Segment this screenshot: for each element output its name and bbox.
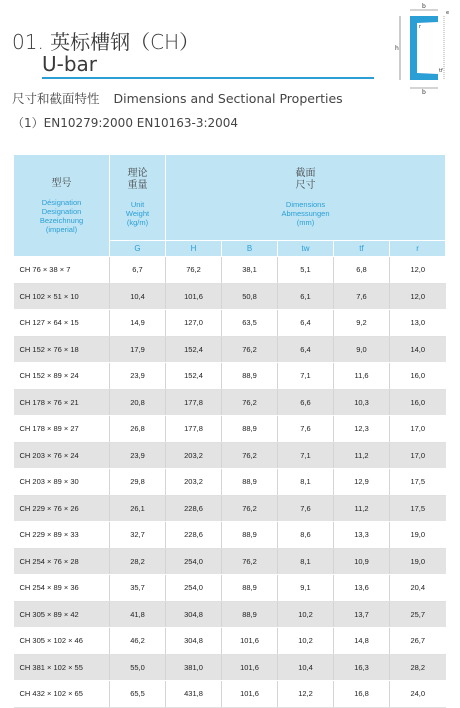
- cell-tw: 10,2: [278, 628, 334, 655]
- cell-r: 17,5: [390, 469, 446, 496]
- cell-tf: 11,2: [334, 442, 390, 469]
- cell-weight: 41,8: [110, 601, 166, 628]
- table-row: [14, 389, 446, 416]
- symbol-h: H: [166, 241, 222, 257]
- cell-h: 101,6: [166, 283, 222, 310]
- cell-r: 19,0: [390, 548, 446, 575]
- cell-tf: 9,2: [334, 310, 390, 337]
- cell-h: 304,8: [166, 628, 222, 655]
- cell-h: 152,4: [166, 336, 222, 363]
- cell-designation: CH 152 × 89 × 24: [14, 363, 110, 390]
- cell-tw: 6,6: [278, 389, 334, 416]
- cell-tf: 6,8: [334, 257, 390, 284]
- table-row: [14, 601, 446, 628]
- table-row: [14, 654, 446, 681]
- cell-r: 13,0: [390, 310, 446, 337]
- cell-b: 76,2: [222, 548, 278, 575]
- cell-b: 88,9: [222, 416, 278, 443]
- title-underline: [42, 77, 374, 79]
- dimensions-header: [166, 155, 446, 241]
- table-row: [14, 363, 446, 390]
- table-row: [14, 575, 446, 602]
- cell-h: 177,8: [166, 416, 222, 443]
- cell-tf: 14,8: [334, 628, 390, 655]
- cell-r: 26,7: [390, 628, 446, 655]
- cell-h: 304,8: [166, 601, 222, 628]
- dimensions-header-en1: Dimensions: [285, 200, 326, 209]
- cell-weight: 17,9: [110, 336, 166, 363]
- cell-tw: 9,1: [278, 575, 334, 602]
- table-row: [14, 442, 446, 469]
- cell-designation: CH 229 × 76 × 26: [14, 495, 110, 522]
- cell-tf: 7,6: [334, 283, 390, 310]
- cell-r: 20,4: [390, 575, 446, 602]
- cell-r: 12,0: [390, 257, 446, 284]
- cell-b: 76,2: [222, 336, 278, 363]
- table-row: [14, 628, 446, 655]
- cell-weight: 29,8: [110, 469, 166, 496]
- cell-r: 19,0: [390, 522, 446, 549]
- cell-b: 76,2: [222, 442, 278, 469]
- cell-h: 203,2: [166, 469, 222, 496]
- weight-header-unit: (kg/m): [126, 218, 149, 227]
- cell-b: 101,6: [222, 654, 278, 681]
- dim-label-e: e: [446, 10, 450, 16]
- table-row: [14, 283, 446, 310]
- cell-r: 17,5: [390, 495, 446, 522]
- cell-tw: 8,1: [278, 548, 334, 575]
- weight-header: [110, 155, 166, 241]
- symbol-g: G: [110, 241, 166, 257]
- cell-tw: 6,1: [278, 283, 334, 310]
- cell-designation: CH 305 × 102 × 46: [14, 628, 110, 655]
- cell-weight: 14,9: [110, 310, 166, 337]
- cell-weight: 46,2: [110, 628, 166, 655]
- table-row: [14, 548, 446, 575]
- designation-header-note: (imperial): [45, 224, 78, 234]
- cell-b: 76,2: [222, 495, 278, 522]
- cell-tf: 13,6: [334, 575, 390, 602]
- cell-tw: 6,4: [278, 336, 334, 363]
- cell-h: 177,8: [166, 389, 222, 416]
- cell-designation: CH 178 × 76 × 21: [14, 389, 110, 416]
- channel-section-diagram: [386, 2, 456, 94]
- cell-designation: CH 178 × 89 × 27: [14, 416, 110, 443]
- cell-weight: 20,8: [110, 389, 166, 416]
- cell-r: 14,0: [390, 336, 446, 363]
- weight-header-cn2: 重量: [127, 180, 148, 191]
- cell-b: 76,2: [222, 389, 278, 416]
- cell-tf: 13,3: [334, 522, 390, 549]
- cell-tw: 5,1: [278, 257, 334, 284]
- cell-tf: 11,2: [334, 495, 390, 522]
- cell-designation: CH 381 × 102 × 55: [14, 654, 110, 681]
- cell-designation: CH 102 × 51 × 10: [14, 283, 110, 310]
- cell-tw: 10,2: [278, 601, 334, 628]
- cell-designation: CH 203 × 89 × 30: [14, 469, 110, 496]
- dim-label-r: r: [419, 24, 422, 30]
- cell-r: 16,0: [390, 389, 446, 416]
- cell-h: 76,2: [166, 257, 222, 284]
- cell-h: 431,8: [166, 681, 222, 708]
- page-subtitle: U-bar: [42, 52, 98, 76]
- cell-tw: 7,1: [278, 442, 334, 469]
- symbol-tw: tw: [278, 241, 334, 257]
- cell-designation: CH 76 × 38 × 7: [14, 257, 110, 284]
- cell-tf: 11,6: [334, 363, 390, 390]
- cell-r: 28,2: [390, 654, 446, 681]
- cell-h: 228,6: [166, 522, 222, 549]
- dim-label-b: b: [422, 3, 426, 10]
- cell-b: 101,6: [222, 681, 278, 708]
- cell-tw: 8,6: [278, 522, 334, 549]
- cell-tf: 9,0: [334, 336, 390, 363]
- cell-tf: 13,7: [334, 601, 390, 628]
- symbol-b: B: [222, 241, 278, 257]
- cell-h: 152,4: [166, 363, 222, 390]
- cell-r: 24,0: [390, 681, 446, 708]
- cell-b: 88,9: [222, 469, 278, 496]
- cell-tf: 16,3: [334, 654, 390, 681]
- table-row: [14, 310, 446, 337]
- cell-b: 38,1: [222, 257, 278, 284]
- cell-weight: 23,9: [110, 363, 166, 390]
- weight-header-en1: Unit: [130, 200, 145, 209]
- cell-tf: 10,9: [334, 548, 390, 575]
- designation-header-cn: 型号: [51, 177, 72, 189]
- table-row: [14, 681, 446, 708]
- table-row: [14, 257, 446, 284]
- cell-b: 88,9: [222, 363, 278, 390]
- cell-designation: CH 432 × 102 × 65: [14, 681, 110, 708]
- cell-r: 12,0: [390, 283, 446, 310]
- cell-weight: 26,1: [110, 495, 166, 522]
- cell-tf: 12,3: [334, 416, 390, 443]
- cell-weight: 10,4: [110, 283, 166, 310]
- table-body: [14, 257, 446, 708]
- section-title-cn: 尺寸和截面特性: [12, 91, 100, 106]
- cell-tw: 6,4: [278, 310, 334, 337]
- table-row: [14, 469, 446, 496]
- dim-label-bottom: b: [422, 89, 426, 94]
- dimensions-table: [13, 154, 446, 708]
- cell-b: 88,9: [222, 575, 278, 602]
- designation-header-en: Designation: [41, 206, 82, 216]
- designation-header-fr: Désignation: [41, 197, 82, 207]
- cell-tf: 10,3: [334, 389, 390, 416]
- standard-reference: （1）EN10279:2000 EN10163-3:2004: [12, 116, 239, 130]
- cell-tf: 12,9: [334, 469, 390, 496]
- cell-tw: 7,1: [278, 363, 334, 390]
- cell-weight: 26,8: [110, 416, 166, 443]
- cell-r: 25,7: [390, 601, 446, 628]
- cell-tw: 8,1: [278, 469, 334, 496]
- cell-h: 381,0: [166, 654, 222, 681]
- cell-designation: CH 254 × 76 × 28: [14, 548, 110, 575]
- cell-designation: CH 127 × 64 × 15: [14, 310, 110, 337]
- dimensions-header-unit: (mm): [296, 218, 315, 227]
- weight-header-cn1: 理论: [127, 168, 148, 179]
- cell-weight: 23,9: [110, 442, 166, 469]
- cell-designation: CH 203 × 76 × 24: [14, 442, 110, 469]
- cell-b: 63,5: [222, 310, 278, 337]
- cell-h: 254,0: [166, 575, 222, 602]
- cell-weight: 65,5: [110, 681, 166, 708]
- dimensions-header-en2: Abmessungen: [281, 209, 330, 218]
- cell-tw: 10,4: [278, 654, 334, 681]
- cell-weight: 28,2: [110, 548, 166, 575]
- cell-h: 203,2: [166, 442, 222, 469]
- cell-b: 88,9: [222, 522, 278, 549]
- cell-weight: 55,0: [110, 654, 166, 681]
- cell-tw: 12,2: [278, 681, 334, 708]
- page-title: 01. 英标槽钢（CH）: [12, 30, 200, 54]
- symbol-tf: tf: [334, 241, 390, 257]
- section-title-en: Dimensions and Sectional Properties: [113, 91, 343, 106]
- designation-header: [14, 155, 110, 257]
- cell-b: 101,6: [222, 628, 278, 655]
- designation-header-de: Bezeichnung: [39, 215, 84, 225]
- dim-label-h: h: [395, 45, 399, 52]
- cell-b: 88,9: [222, 601, 278, 628]
- cell-h: 228,6: [166, 495, 222, 522]
- cell-weight: 6,7: [110, 257, 166, 284]
- dim-label-tw: tw: [419, 46, 426, 52]
- cell-tw: 7,6: [278, 495, 334, 522]
- dim-label-tf: tf: [439, 68, 443, 74]
- cell-weight: 32,7: [110, 522, 166, 549]
- cell-weight: 35,7: [110, 575, 166, 602]
- table-row: [14, 495, 446, 522]
- cell-designation: CH 254 × 89 × 36: [14, 575, 110, 602]
- cell-tf: 16,8: [334, 681, 390, 708]
- dimensions-header-cn1: 截面: [295, 168, 316, 179]
- table-row: [14, 336, 446, 363]
- cell-h: 254,0: [166, 548, 222, 575]
- weight-header-en2: Weight: [125, 209, 150, 218]
- cell-designation: CH 305 × 89 × 42: [14, 601, 110, 628]
- dimensions-header-cn2: 尺寸: [295, 180, 316, 191]
- cell-r: 17,0: [390, 416, 446, 443]
- cell-b: 50,8: [222, 283, 278, 310]
- cell-designation: CH 229 × 89 × 33: [14, 522, 110, 549]
- symbol-r: r: [390, 241, 446, 257]
- cell-tw: 7,6: [278, 416, 334, 443]
- table-row: [14, 416, 446, 443]
- cell-r: 16,0: [390, 363, 446, 390]
- cell-designation: CH 152 × 76 × 18: [14, 336, 110, 363]
- section-title: [12, 89, 343, 107]
- cell-r: 17,0: [390, 442, 446, 469]
- cell-h: 127,0: [166, 310, 222, 337]
- table-row: [14, 522, 446, 549]
